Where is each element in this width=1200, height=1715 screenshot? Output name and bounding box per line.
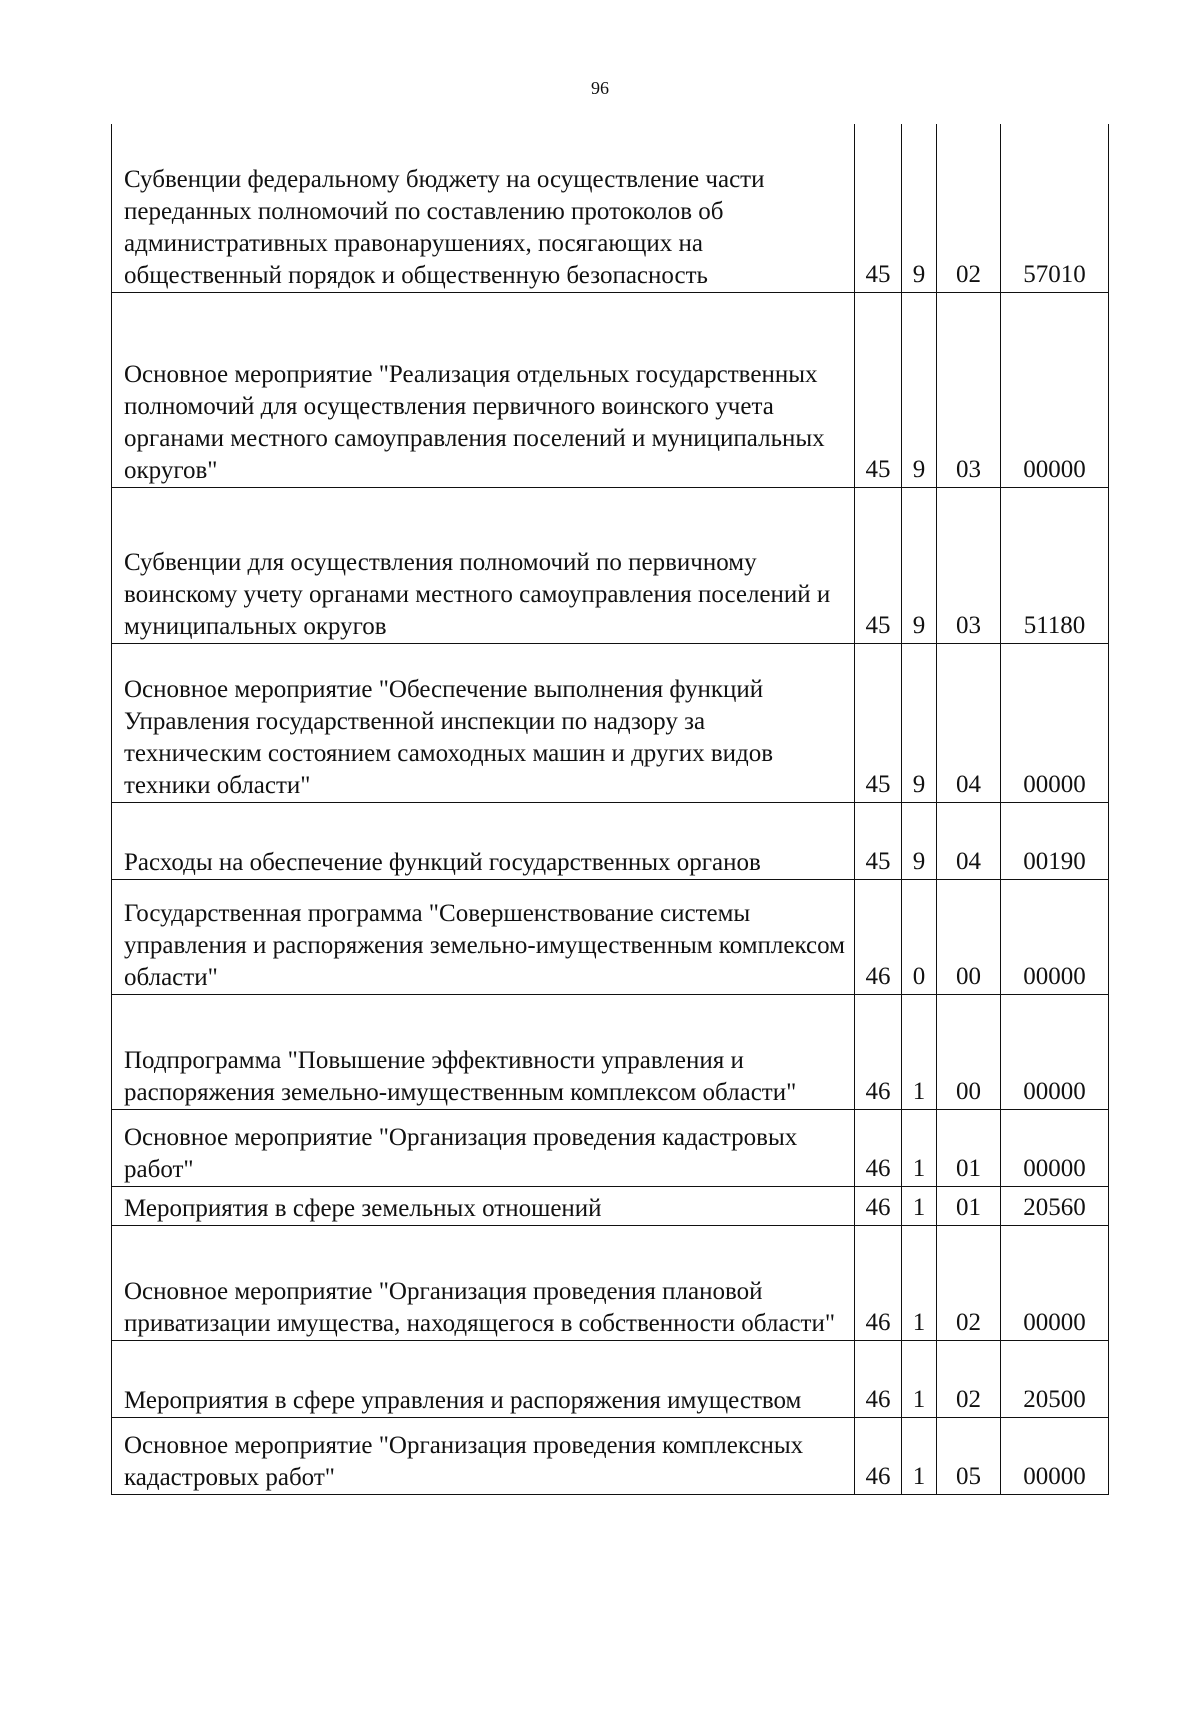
row-description: Основное мероприятие "Организация проведения комплексных кадастровых работ" (112, 1417, 855, 1494)
direction-code: 00000 (1001, 994, 1109, 1109)
direction-code: 00000 (1001, 879, 1109, 994)
main-event-code: 01 (937, 1109, 1001, 1186)
main-event-code: 04 (937, 643, 1001, 802)
subprogram-code: 9 (902, 487, 937, 643)
program-code: 46 (855, 1340, 902, 1417)
table-row (112, 1186, 1109, 1225)
program-code: 46 (855, 1109, 902, 1186)
direction-code: 51180 (1001, 487, 1109, 643)
program-code: 45 (855, 643, 902, 802)
direction-code: 00190 (1001, 802, 1109, 879)
program-code: 45 (855, 292, 902, 487)
main-event-code: 00 (937, 994, 1001, 1109)
row-description: Государственная программа "Совершенствование системы управления и распоряжения земельно-имущественным комплексом области" (112, 879, 855, 994)
budget-table-container (111, 124, 1109, 1495)
table-row (112, 1109, 1109, 1186)
program-code: 46 (855, 1225, 902, 1340)
direction-code: 20560 (1001, 1186, 1109, 1225)
direction-code: 00000 (1001, 1225, 1109, 1340)
program-code: 45 (855, 124, 902, 292)
main-event-code: 04 (937, 802, 1001, 879)
main-event-code: 02 (937, 124, 1001, 292)
table-row (112, 1417, 1109, 1494)
table-row (112, 1340, 1109, 1417)
subprogram-code: 9 (902, 124, 937, 292)
main-event-code: 05 (937, 1417, 1001, 1494)
row-description: Основное мероприятие "Обеспечение выполнения функций Управления государственной инспекции по надзору за техническим состоянием самоходных машин и других видов техники области" (112, 643, 855, 802)
main-event-code: 03 (937, 487, 1001, 643)
program-code: 45 (855, 487, 902, 643)
direction-code: 00000 (1001, 292, 1109, 487)
table-row (112, 802, 1109, 879)
subprogram-code: 1 (902, 994, 937, 1109)
page-number: 96 (591, 78, 609, 98)
table-row (112, 879, 1109, 994)
main-event-code: 02 (937, 1225, 1001, 1340)
program-code: 46 (855, 879, 902, 994)
row-description: Мероприятия в сфере земельных отношений (112, 1186, 855, 1225)
main-event-code: 02 (937, 1340, 1001, 1417)
subprogram-code: 1 (902, 1417, 937, 1494)
program-code: 46 (855, 1186, 902, 1225)
row-description: Основное мероприятие "Реализация отдельных государственных полномочий для осуществления первичного воинского учета органами местного самоуправления поселений и муниципальных округов" (112, 292, 855, 487)
subprogram-code: 1 (902, 1225, 937, 1340)
table-row (112, 292, 1109, 487)
table-row (112, 994, 1109, 1109)
direction-code: 00000 (1001, 1109, 1109, 1186)
row-description: Мероприятия в сфере управления и распоряжения имуществом (112, 1340, 855, 1417)
subprogram-code: 9 (902, 802, 937, 879)
row-description: Расходы на обеспечение функций государственных органов (112, 802, 855, 879)
row-description: Подпрограмма "Повышение эффективности управления и распоряжения земельно-имущественным комплексом области" (112, 994, 855, 1109)
program-code: 45 (855, 802, 902, 879)
budget-classification-table (111, 124, 1109, 1495)
row-description: Субвенции федеральному бюджету на осуществление части переданных полномочий по составлению протоколов об административных правонарушениях, посягающих на общественный порядок и общественную безопасность (112, 124, 855, 292)
direction-code: 57010 (1001, 124, 1109, 292)
row-description: Основное мероприятие "Организация проведения кадастровых работ" (112, 1109, 855, 1186)
row-description: Субвенции для осуществления полномочий по первичному воинскому учету органами местного самоуправления поселений и муниципальных округов (112, 487, 855, 643)
program-code: 46 (855, 1417, 902, 1494)
subprogram-code: 9 (902, 643, 937, 802)
main-event-code: 03 (937, 292, 1001, 487)
subprogram-code: 0 (902, 879, 937, 994)
main-event-code: 00 (937, 879, 1001, 994)
row-description: Основное мероприятие "Организация проведения плановой приватизации имущества, находящегося в собственности области" (112, 1225, 855, 1340)
table-row (112, 643, 1109, 802)
subprogram-code: 1 (902, 1109, 937, 1186)
subprogram-code: 1 (902, 1186, 937, 1225)
main-event-code: 01 (937, 1186, 1001, 1225)
direction-code: 00000 (1001, 1417, 1109, 1494)
table-row (112, 487, 1109, 643)
subprogram-code: 9 (902, 292, 937, 487)
table-row (112, 1225, 1109, 1340)
direction-code: 00000 (1001, 643, 1109, 802)
table-row (112, 124, 1109, 292)
subprogram-code: 1 (902, 1340, 937, 1417)
direction-code: 20500 (1001, 1340, 1109, 1417)
program-code: 46 (855, 994, 902, 1109)
